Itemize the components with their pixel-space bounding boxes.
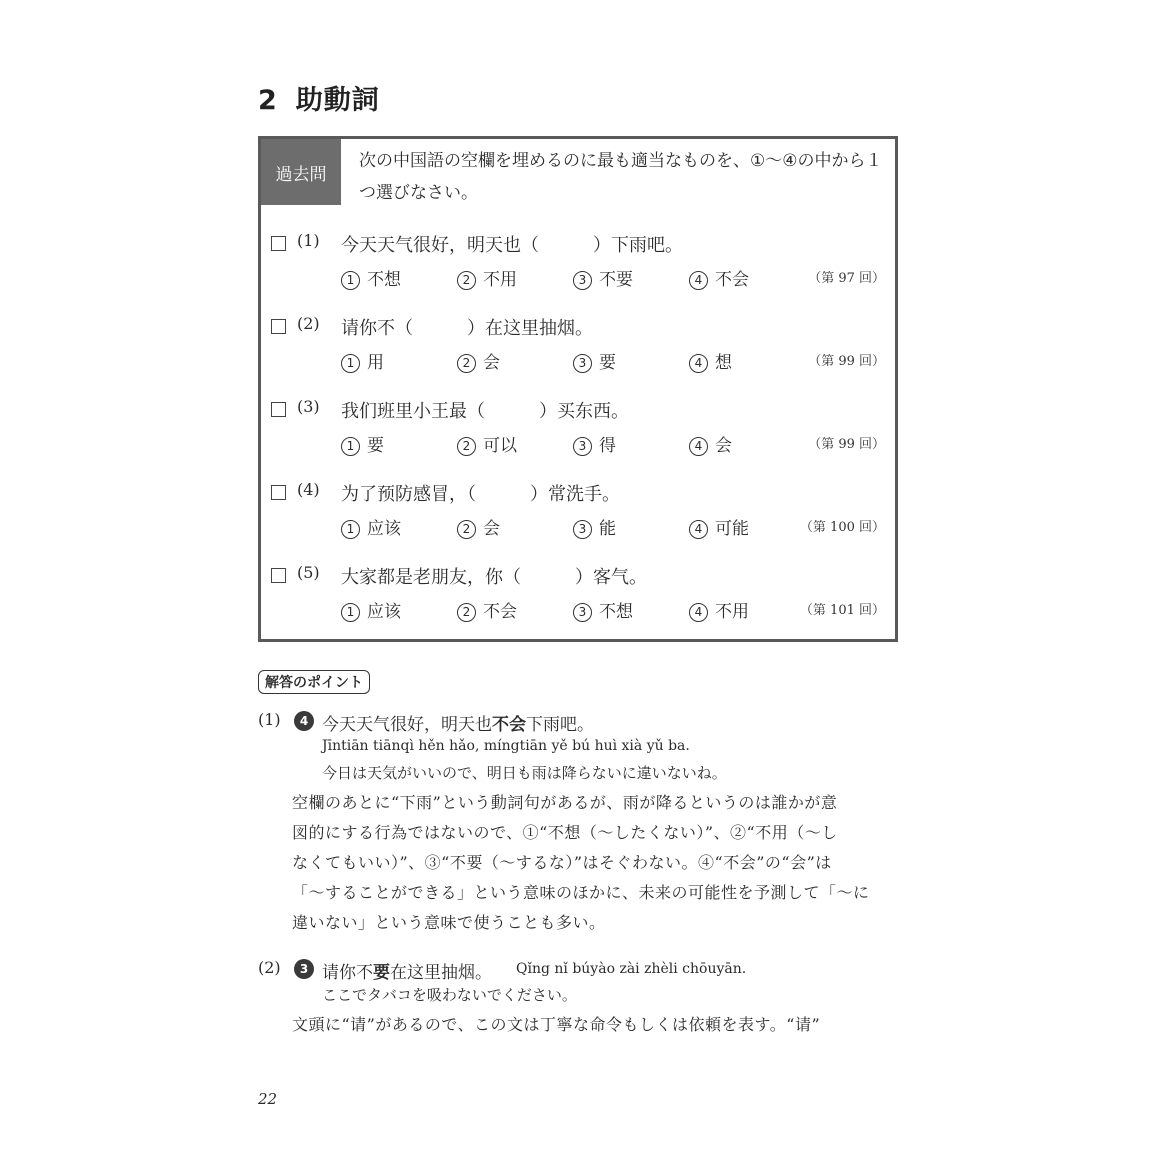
option-text: 不会 <box>483 602 517 622</box>
option <box>457 431 517 456</box>
option-mark: 4 <box>689 437 708 456</box>
option <box>457 348 500 373</box>
question-number: (5) <box>297 563 320 582</box>
question-stem: 今天天气很好，明天也（ ）下雨吧。 <box>341 235 683 256</box>
option <box>689 597 749 622</box>
option <box>341 431 384 456</box>
exam-source: （第 99 回） <box>808 437 885 452</box>
option-text: 不用 <box>715 602 749 622</box>
option-text: 不想 <box>367 270 401 290</box>
option <box>341 514 401 539</box>
question-number: (1) <box>297 231 320 250</box>
option-text: 会 <box>483 353 500 373</box>
option-mark: 1 <box>341 354 360 373</box>
option <box>689 431 732 456</box>
explanation-line: 空欄のあとに“下雨”という動詞句があるが、雨が降るというのは誰かが意 <box>292 793 838 812</box>
exam-source: （第 99 回） <box>808 354 885 369</box>
checkbox[interactable] <box>271 402 286 417</box>
answer-sentence <box>322 958 492 983</box>
question-stem: 大家都是老朋友，你（ ）客气。 <box>341 567 647 588</box>
option-text: 得 <box>599 436 616 456</box>
exam-source: （第 100 回） <box>799 520 885 535</box>
option <box>573 514 616 539</box>
question-stem: 为了预防感冒，（ ）常洗手。 <box>341 484 620 505</box>
option-text: 不用 <box>483 270 517 290</box>
answer-badge: 4 <box>294 711 314 731</box>
option-text: 不想 <box>599 602 633 622</box>
answer-sentence-part: 下雨吧。 <box>526 715 594 735</box>
option-text: 用 <box>367 353 384 373</box>
answer-number: (1) <box>258 710 281 729</box>
question-box <box>258 136 898 642</box>
option-mark: 2 <box>457 603 476 622</box>
option-mark: 4 <box>689 603 708 622</box>
option-mark: 1 <box>341 437 360 456</box>
option-mark: 4 <box>689 354 708 373</box>
option-text: 会 <box>483 519 500 539</box>
section-title: 助動詞 <box>295 85 380 116</box>
option-text: 应该 <box>367 602 401 622</box>
exam-source: （第 97 回） <box>808 271 885 286</box>
explanation <box>292 1010 902 1040</box>
question-stem: 我们班里小王最（ ）买东西。 <box>341 401 629 422</box>
pinyin: Jīntiān tiānqì hěn hǎo, míngtiān yě bú huì xià yǔ ba. <box>322 738 690 754</box>
option-mark: 3 <box>573 437 592 456</box>
question-item <box>271 231 891 301</box>
option-text: 能 <box>599 519 616 539</box>
translation: 今日は天気がいいので、明日も雨は降らないに違いないね。 <box>322 764 727 782</box>
explanation <box>292 788 902 938</box>
explanation-line: なくてもいい）”、③“不要（～するな）”はそぐわない。④“不会”の“会”は <box>292 853 832 872</box>
question-item <box>271 480 891 550</box>
answer-block <box>258 958 918 1048</box>
option-text: 会 <box>715 436 732 456</box>
explanation-line: 文頭に“请”があるので、この文は丁寧な命令もしくは依頼を表す。“请” <box>292 1015 821 1034</box>
past-exam-tag: 過去問 <box>261 139 341 205</box>
answer-keyword: 不会 <box>492 715 526 735</box>
pinyin: Qǐng nǐ búyào zài zhèli chōuyān. <box>516 961 747 977</box>
answer-sentence-part: 在这里抽烟。 <box>390 963 492 983</box>
question-item <box>271 397 891 467</box>
option-mark: 2 <box>457 437 476 456</box>
option-text: 不要 <box>599 270 633 290</box>
option-text: 想 <box>715 353 732 373</box>
option-mark: 4 <box>689 520 708 539</box>
option <box>341 348 384 373</box>
option-mark: 1 <box>341 520 360 539</box>
checkbox[interactable] <box>271 319 286 334</box>
option <box>457 265 517 290</box>
question-number: (4) <box>297 480 320 499</box>
option-text: 可以 <box>483 436 517 456</box>
checkbox[interactable] <box>271 568 286 583</box>
question-number: (3) <box>297 397 320 416</box>
option-mark: 2 <box>457 354 476 373</box>
page-number: 22 <box>258 1090 278 1108</box>
translation: ここでタバコを吸わないでください。 <box>322 986 577 1004</box>
option <box>573 265 633 290</box>
answer-keyword: 要 <box>373 963 390 983</box>
instruction-text: 次の中国語の空欄を埋めるのに最も適当なものを、①～④の中から１つ選びなさい。 <box>359 151 883 203</box>
option-mark: 3 <box>573 354 592 373</box>
option-mark: 3 <box>573 271 592 290</box>
explanation-line: 違いない」という意味で使うことも多い。 <box>292 913 606 932</box>
option-mark: 1 <box>341 271 360 290</box>
option-mark: 4 <box>689 271 708 290</box>
answer-block <box>258 710 918 940</box>
explanation-line: 「～することができる」という意味のほかに、未来の可能性を予測して「～に <box>292 883 870 902</box>
explanation-line: 図的にする行為ではないので、①“不想（～したくない）”、②“不用（～し <box>292 823 838 842</box>
answer-sentence <box>322 710 594 735</box>
option <box>341 597 401 622</box>
option-mark: 3 <box>573 603 592 622</box>
section-number: 2 <box>258 85 278 116</box>
option <box>457 514 500 539</box>
exam-source: （第 101 回） <box>799 603 885 618</box>
option <box>573 431 616 456</box>
question-number: (2) <box>297 314 320 333</box>
option <box>689 265 749 290</box>
checkbox[interactable] <box>271 485 286 500</box>
option <box>573 348 616 373</box>
question-item <box>271 563 891 633</box>
option-mark: 2 <box>457 271 476 290</box>
answer-number: (2) <box>258 958 281 977</box>
option-mark: 2 <box>457 520 476 539</box>
answer-badge: 3 <box>294 959 314 979</box>
option-text: 要 <box>367 436 384 456</box>
option <box>573 597 633 622</box>
option <box>457 597 517 622</box>
answer-points-label: 解答のポイント <box>258 670 370 694</box>
checkbox[interactable] <box>271 236 286 251</box>
option-text: 不会 <box>715 270 749 290</box>
option-text: 要 <box>599 353 616 373</box>
option <box>689 514 749 539</box>
question-item <box>271 314 891 384</box>
option-mark: 1 <box>341 603 360 622</box>
option-text: 可能 <box>715 519 749 539</box>
section-heading <box>258 78 380 117</box>
answer-sentence-part: 请你不 <box>322 963 373 983</box>
option-mark: 3 <box>573 520 592 539</box>
option-text: 应该 <box>367 519 401 539</box>
option <box>689 348 732 373</box>
answer-sentence-part: 今天天气很好，明天也 <box>322 715 492 735</box>
question-stem: 请你不（ ）在这里抽烟。 <box>341 318 593 339</box>
option <box>341 265 401 290</box>
